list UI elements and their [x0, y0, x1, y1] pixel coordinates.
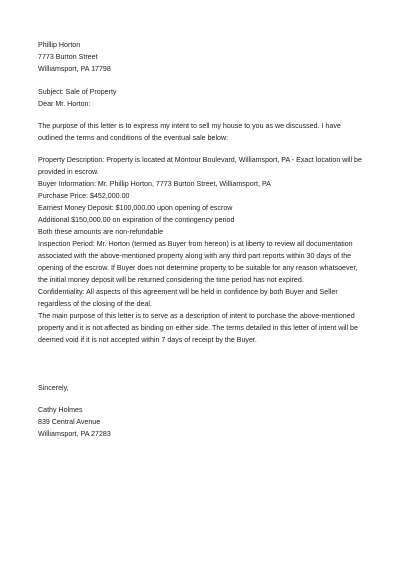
sender-city: Williamsport, PA 17798	[38, 65, 111, 73]
intro-line: The purpose of this letter is to express my intent to sell my house to you as we discussed. I have	[38, 122, 341, 130]
intro-paragraph	[38, 120, 374, 144]
terms-line: Additional $150,000.00 on expiration of the contingency period	[38, 216, 235, 224]
terms-line: the initial money deposit will be returned considering the time period has not expired.	[38, 276, 304, 284]
terms-line: The main purpose of this letter is to serve as a description of intent to purchase the above-mentioned	[38, 312, 355, 320]
signer-name: Cathy Holmes	[38, 406, 83, 414]
sender-name: Phillip Horton	[38, 41, 81, 49]
terms-line: Both these amounts are non-refundable	[38, 228, 164, 236]
terms-line: Confidentiality: All aspects of this agreement will be held in confidence by both Buyer and Seller	[38, 288, 338, 296]
terms-line: Earnest Money Deposit: $100,000.00 upon opening of escrow	[38, 204, 233, 212]
signer-block	[38, 404, 374, 440]
signer-city: Williamsport, PA 27283	[38, 430, 111, 438]
terms-line: regardless of the closing of the deal.	[38, 300, 152, 308]
terms-line: Property Description: Property is located at Montour Boulevard, Williamsport, PA - Exact location will be	[38, 156, 362, 164]
salutation: Dear Mr. Horton:	[38, 100, 91, 108]
sender-address	[38, 39, 374, 75]
signer-street: 839 Central Avenue	[38, 418, 101, 426]
terms-line: opening of the escrow. If Buyer does not determine property to be suitable for any reason whatsoever,	[38, 264, 358, 272]
letter-body	[38, 39, 374, 440]
intro-line: outlined the terms and conditions of the eventual sale below:	[38, 134, 229, 142]
terms-line: Buyer Information: Mr. Phillip Horton, 7773 Burton Street, Williamsport, PA	[38, 180, 271, 188]
terms-line: Inspection Period: Mr. Horton (termed as Buyer from hereon) is at liberty to review all documentation	[38, 240, 353, 248]
terms-line: Purchase Price: $452,000.00	[38, 192, 130, 200]
terms-section	[38, 154, 374, 346]
terms-line: associated with the above-mentioned property along with any third part reports within 30 days of the	[38, 252, 352, 260]
terms-line: provided in escrow.	[38, 168, 99, 176]
terms-line: property and it is not affected as binding on either side. The terms detailed in this letter of intent will be	[38, 324, 358, 332]
subject-line: Subject: Sale of Property	[38, 88, 117, 96]
closing: Sincerely,	[38, 384, 69, 392]
terms-line: deemed void if it is not accepted within 7 days of receipt by the Buyer.	[38, 336, 257, 344]
sender-street: 7773 Burton Street	[38, 53, 98, 61]
